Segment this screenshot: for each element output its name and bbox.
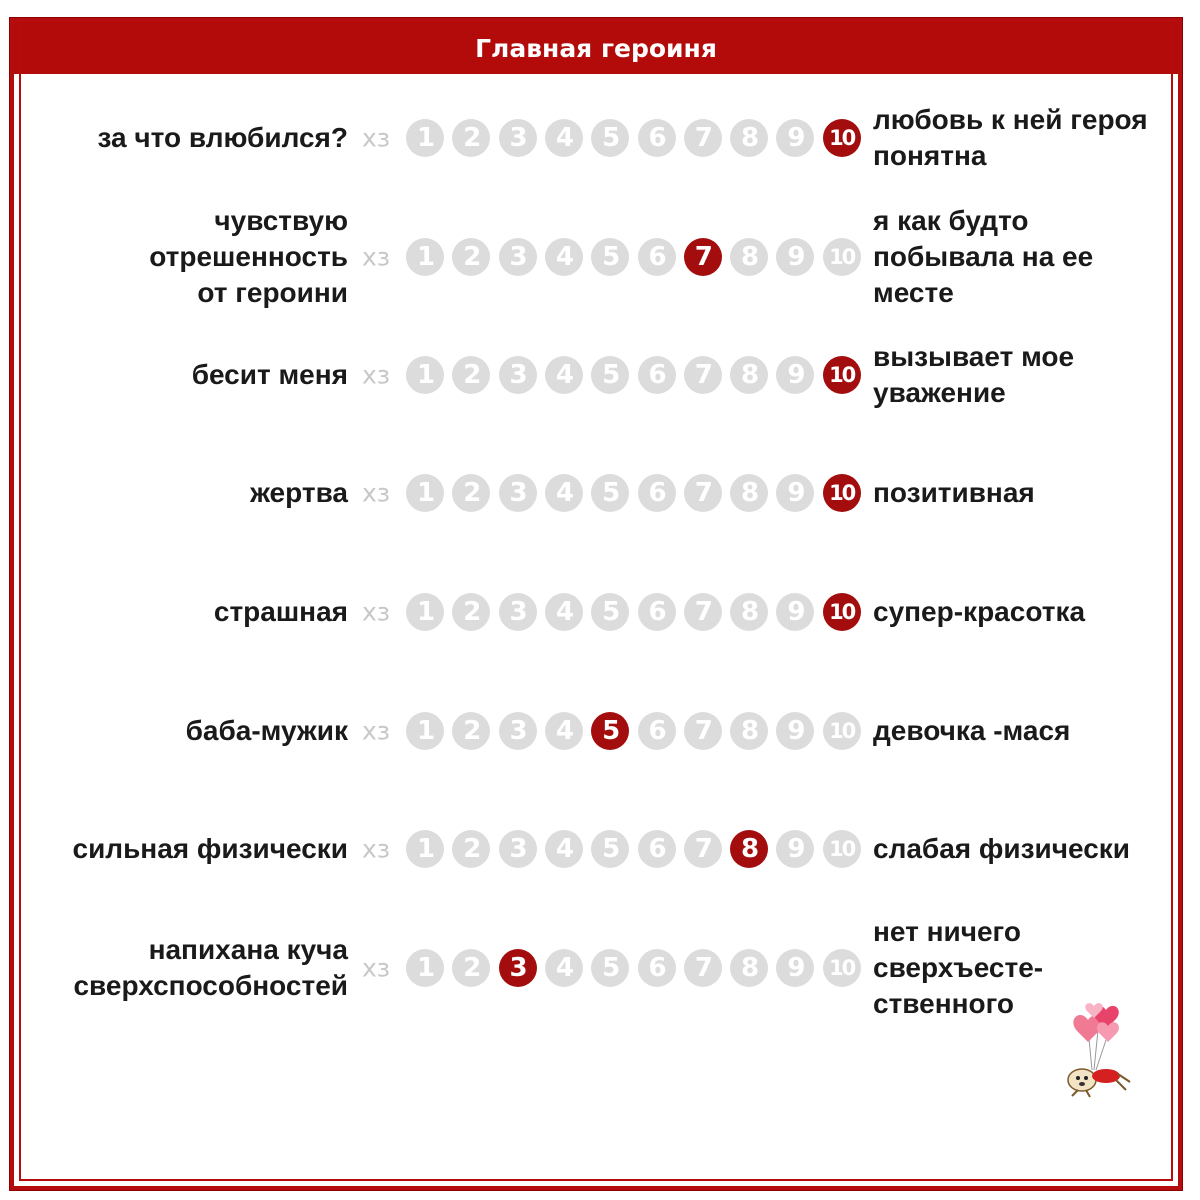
- rating-circle-selected[interactable]: 5: [591, 712, 629, 750]
- rating-circle[interactable]: 7: [684, 356, 722, 394]
- row-right-label: слабая физически: [873, 833, 1131, 864]
- unknown-option[interactable]: хз: [362, 716, 391, 746]
- rating-circle[interactable]: 3: [499, 830, 537, 868]
- row-right-label: нет ничего сверхъесте- ственного: [873, 916, 1044, 1019]
- unknown-option[interactable]: хз: [362, 242, 391, 272]
- rating-circle[interactable]: 8: [730, 238, 768, 276]
- rating-circle[interactable]: 7: [684, 474, 722, 512]
- rating-circle[interactable]: 1: [406, 593, 444, 631]
- rating-circle[interactable]: 10: [823, 238, 861, 276]
- rating-circle[interactable]: 2: [452, 238, 490, 276]
- row-left-label: жертва: [250, 477, 348, 508]
- rating-circle[interactable]: 4: [545, 119, 583, 157]
- rating-circle[interactable]: 6: [638, 356, 676, 394]
- rating-circle[interactable]: 6: [638, 949, 676, 987]
- rating-circle[interactable]: 4: [545, 712, 583, 750]
- row-right-label: позитивная: [873, 477, 1035, 508]
- unknown-option[interactable]: хз: [362, 123, 391, 153]
- rating-circle[interactable]: 2: [452, 949, 490, 987]
- rating-circle[interactable]: 8: [730, 712, 768, 750]
- rating-circle[interactable]: 9: [776, 830, 814, 868]
- rating-circle[interactable]: 6: [638, 119, 676, 157]
- rating-circle[interactable]: 10: [823, 830, 861, 868]
- rating-circle[interactable]: 6: [638, 238, 676, 276]
- rating-circle[interactable]: 9: [776, 119, 814, 157]
- row-right-label: я как будто побывала на ее месте: [873, 205, 1094, 308]
- rating-circle[interactable]: 7: [684, 119, 722, 157]
- rating-circle-selected[interactable]: 10: [823, 474, 861, 512]
- rating-circle[interactable]: 2: [452, 119, 490, 157]
- rating-circle[interactable]: 6: [638, 712, 676, 750]
- rating-circle[interactable]: 2: [452, 356, 490, 394]
- row-left-label: сильная физически: [72, 833, 348, 864]
- rating-circle[interactable]: 8: [730, 949, 768, 987]
- rating-circle-selected[interactable]: 10: [823, 119, 861, 157]
- row-left-label: напихана куча сверхспособностей: [73, 934, 348, 1001]
- unknown-option[interactable]: хз: [362, 834, 391, 864]
- rating-circle[interactable]: 8: [730, 119, 768, 157]
- rating-circle[interactable]: 2: [452, 712, 490, 750]
- row-left-label: страшная: [213, 596, 348, 627]
- rating-circle[interactable]: 3: [499, 119, 537, 157]
- rating-circle[interactable]: 1: [406, 238, 444, 276]
- rating-circle[interactable]: 5: [591, 474, 629, 512]
- rating-circle[interactable]: 7: [684, 830, 722, 868]
- rating-circle[interactable]: 3: [499, 593, 537, 631]
- rating-circle[interactable]: 5: [591, 238, 629, 276]
- rating-circle[interactable]: 6: [638, 593, 676, 631]
- row-left-label: за что влюбился?: [97, 122, 348, 153]
- rating-circle[interactable]: 7: [684, 712, 722, 750]
- rating-circle[interactable]: 9: [776, 356, 814, 394]
- rating-circle[interactable]: 8: [730, 474, 768, 512]
- rating-circle[interactable]: 2: [452, 593, 490, 631]
- rating-circle-selected[interactable]: 8: [730, 830, 768, 868]
- rating-circle[interactable]: 3: [499, 238, 537, 276]
- rating-circle[interactable]: 1: [406, 356, 444, 394]
- rating-circle[interactable]: 1: [406, 119, 444, 157]
- rating-circle[interactable]: 3: [499, 474, 537, 512]
- row-right-label: девочка -мася: [873, 715, 1071, 746]
- rating-circle-selected[interactable]: 10: [823, 356, 861, 394]
- rating-circle[interactable]: 9: [776, 238, 814, 276]
- row-right-label: вызывает мое уважение: [873, 341, 1075, 408]
- rating-circle[interactable]: 10: [823, 712, 861, 750]
- rating-circle[interactable]: 5: [591, 593, 629, 631]
- rating-circle[interactable]: 9: [776, 474, 814, 512]
- rating-circle[interactable]: 4: [545, 830, 583, 868]
- rating-circle[interactable]: 9: [776, 949, 814, 987]
- rating-circle[interactable]: 5: [591, 830, 629, 868]
- rating-circle[interactable]: 6: [638, 474, 676, 512]
- rating-circle[interactable]: 7: [684, 949, 722, 987]
- rating-circle[interactable]: 1: [406, 949, 444, 987]
- rating-circle-selected[interactable]: 10: [823, 593, 861, 631]
- unknown-option[interactable]: хз: [362, 478, 391, 508]
- card-title: Главная героиня: [475, 33, 717, 63]
- rating-circle[interactable]: 8: [730, 593, 768, 631]
- rating-circle[interactable]: 2: [452, 474, 490, 512]
- rating-circle[interactable]: 5: [591, 949, 629, 987]
- rating-circle[interactable]: 1: [406, 474, 444, 512]
- rating-circle-selected[interactable]: 7: [684, 238, 722, 276]
- unknown-option[interactable]: хз: [362, 360, 391, 390]
- rating-circle[interactable]: 7: [684, 593, 722, 631]
- rating-circle[interactable]: 4: [545, 474, 583, 512]
- rating-circle[interactable]: 5: [591, 119, 629, 157]
- rating-circle[interactable]: 2: [452, 830, 490, 868]
- row-left-label: чувствую отрешенность от героини: [149, 205, 348, 308]
- unknown-option[interactable]: хз: [362, 597, 391, 627]
- rating-circle[interactable]: 1: [406, 830, 444, 868]
- rating-circle[interactable]: 6: [638, 830, 676, 868]
- row-right-label: любовь к ней героя понятна: [873, 104, 1148, 171]
- dog-with-heart-balloons-icon: [1058, 1000, 1136, 1100]
- rating-circle[interactable]: 9: [776, 712, 814, 750]
- row-right-label: супер-красотка: [873, 596, 1086, 627]
- rating-circle[interactable]: 4: [545, 238, 583, 276]
- rating-circle[interactable]: 3: [499, 356, 537, 394]
- row-left-label: баба-мужик: [185, 715, 348, 746]
- rating-circle[interactable]: 4: [545, 356, 583, 394]
- rating-circle[interactable]: 5: [591, 356, 629, 394]
- rating-circle[interactable]: 4: [545, 593, 583, 631]
- card-header: [14, 22, 1178, 74]
- row-left-label: бесит меня: [191, 359, 348, 390]
- rating-circle[interactable]: 9: [776, 593, 814, 631]
- rating-circle[interactable]: 1: [406, 712, 444, 750]
- rating-circle-selected[interactable]: 3: [499, 949, 537, 987]
- rating-circle[interactable]: 10: [823, 949, 861, 987]
- rating-circle[interactable]: 4: [545, 949, 583, 987]
- unknown-option[interactable]: хз: [362, 953, 391, 983]
- rating-circle[interactable]: 3: [499, 712, 537, 750]
- rating-circle[interactable]: 8: [730, 356, 768, 394]
